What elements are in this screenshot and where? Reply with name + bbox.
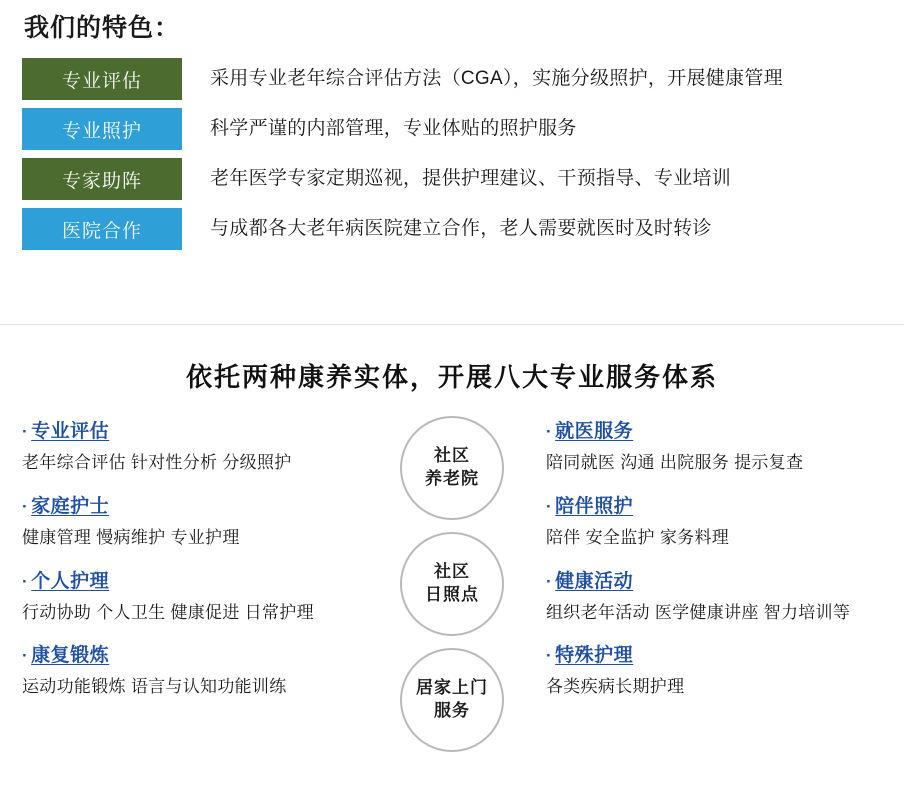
entity-circle xyxy=(400,648,504,752)
service-block xyxy=(546,566,886,625)
service-block xyxy=(22,416,362,475)
service-block xyxy=(546,416,886,475)
bullet-icon: · xyxy=(22,646,29,666)
service-heading xyxy=(546,416,886,443)
feature-text: 科学严谨的内部管理，专业体贴的照护服务 xyxy=(210,117,577,139)
service-block xyxy=(22,491,362,550)
service-heading-label: 专业评估 xyxy=(31,421,110,442)
service-heading xyxy=(546,640,886,667)
service-block xyxy=(22,566,362,625)
bullet-icon: · xyxy=(22,571,29,591)
feature-row xyxy=(0,58,904,100)
service-heading-label: 康复锻炼 xyxy=(31,645,110,667)
entity-circle xyxy=(400,416,504,520)
service-items: 陪同就医 沟通 出院服务 提示复查 xyxy=(546,453,804,472)
services-body xyxy=(0,416,904,720)
service-heading xyxy=(22,566,362,593)
feature-text: 与成都各大老年病医院建立合作，老人需要就医时及时转诊 xyxy=(210,217,712,239)
services-left-column xyxy=(18,416,362,715)
bullet-icon: · xyxy=(546,496,553,516)
service-heading-label: 家庭护士 xyxy=(31,495,110,517)
service-items: 运动功能锻炼 语言与认知功能训练 xyxy=(22,677,287,697)
entity-circles xyxy=(392,416,512,764)
features-section xyxy=(0,8,904,250)
service-items: 健康管理 慢病维护 专业护理 xyxy=(22,527,240,547)
entity-circle-line2: 服务 xyxy=(434,701,470,720)
feature-tag: 专家助阵 xyxy=(22,158,182,200)
service-heading-label: 健康活动 xyxy=(555,570,634,592)
entity-circle-line2: 日照点 xyxy=(425,585,479,604)
services-title: 依托两种康养实体，开展八大专业服务体系 xyxy=(185,362,718,392)
features-title: 我们的特色： xyxy=(24,14,181,42)
feature-row xyxy=(0,108,904,150)
service-block xyxy=(546,491,886,550)
service-items: 组织老年活动 医学健康讲座 智力培训等 xyxy=(546,602,851,622)
service-heading xyxy=(546,491,886,518)
services-right-column xyxy=(536,416,886,715)
service-heading xyxy=(546,566,886,593)
service-heading xyxy=(22,416,362,443)
service-block xyxy=(546,640,886,699)
service-heading-label: 个人护理 xyxy=(31,570,110,592)
entity-circle-line1: 居家上门 xyxy=(416,678,488,698)
service-heading xyxy=(22,640,362,667)
bullet-icon: · xyxy=(22,496,29,516)
entity-circle-line1: 社区 xyxy=(434,562,470,582)
service-heading-label: 特殊护理 xyxy=(555,645,634,667)
section-divider-space xyxy=(0,258,904,324)
bullet-icon: · xyxy=(546,422,553,441)
service-block xyxy=(22,640,362,699)
entity-circle-line1: 社区 xyxy=(434,446,470,466)
bullet-icon: · xyxy=(546,646,553,666)
service-items: 老年综合评估 针对性分析 分级照护 xyxy=(22,453,292,472)
service-items: 陪伴 安全监护 家务料理 xyxy=(546,527,730,547)
feature-row xyxy=(0,158,904,200)
entity-circle-line2: 养老院 xyxy=(425,469,479,488)
service-heading-label: 就医服务 xyxy=(555,421,634,442)
bullet-icon: · xyxy=(22,422,29,441)
feature-row xyxy=(0,208,904,250)
service-items: 行动协助 个人卫生 健康促进 日常护理 xyxy=(22,602,314,622)
feature-text: 老年医学专家定期巡视，提供护理建议、干预指导、专业培训 xyxy=(210,167,732,189)
feature-tag: 医院合作 xyxy=(22,208,182,250)
services-section xyxy=(0,324,904,767)
bullet-icon: · xyxy=(546,571,553,591)
feature-tag: 专业照护 xyxy=(22,108,182,150)
service-items: 各类疾病长期护理 xyxy=(546,677,685,697)
feature-text: 采用专业老年综合评估方法（CGA），实施分级照护，开展健康管理 xyxy=(210,67,783,89)
service-heading xyxy=(22,491,362,518)
entity-circle xyxy=(400,532,504,636)
service-heading-label: 陪伴照护 xyxy=(555,495,634,517)
feature-tag: 专业评估 xyxy=(22,58,182,100)
